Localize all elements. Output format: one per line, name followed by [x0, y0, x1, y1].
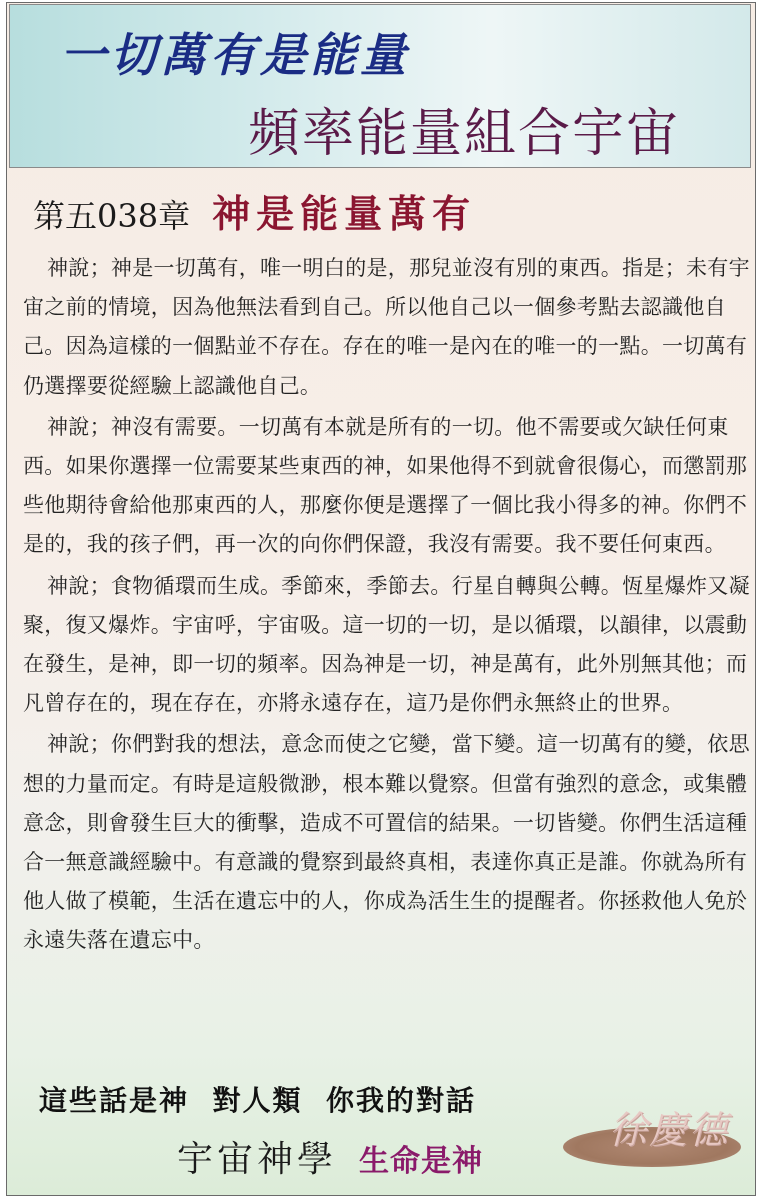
chapter-heading — [33, 183, 476, 235]
author-signature: 徐慶德 — [609, 1108, 730, 1152]
paragraph: 神說；神沒有需要。一切萬有本就是所有的一切。他不需要或欠缺任何東西。如果你選擇一位需要某些東西的神，如果他得不到就會很傷心，而懲罰那些他期待會給他那東西的人，那麼你便是選擇了一個比我小得多的神。你們不是的，我的孩子們，再一次的向你們保證，我沒有需要。我不要任何東西。 — [23, 414, 748, 557]
footer-motto: 生命是神 — [359, 1144, 484, 1179]
paragraph: 神說；食物循環而生成。季節來，季節去。行星自轉與公轉。恆星爆炸又凝聚，復又爆炸。宇宙呼，宇宙吸。這一切的一切，是以循環，以韻律，以震動在發生，是神，即一切的頻率。因為神是一切，神是萬有，此外別無其他；而凡曾存在的，現在存在，亦將永遠存在，這乃是你們永無終止的世界。 — [23, 573, 750, 716]
article-body — [23, 249, 753, 963]
chapter-number: 第五038章 — [33, 197, 191, 235]
chapter-title: 神是能量萬有 — [212, 191, 477, 236]
header-title-line1: 一切萬有是能量 — [60, 28, 410, 82]
footer-brand-row — [177, 1131, 483, 1182]
paragraph: 神說；你們對我的想法，意念而使之它變，當下變。這一切萬有的變，依思想的力量而定。有時是這般微渺，根本難以覺察。但當有強烈的意念，或集體意念，則會發生巨大的衝擊，造成不可置信的結果。一切皆變。你們生活這種合一無意識經驗中。有意識的覺察到最終真相，表達你真正是誰。你就為所有他人做了模範，生活在遺忘中的人，你成為活生生的提醒者。你拯救他人免於永遠失落在遺忘中。 — [23, 732, 750, 953]
header-title-line2: 頻率能量組合宇宙 — [248, 104, 681, 164]
header-banner — [9, 4, 751, 168]
footer-tagline: 這些話是神 對人類 你我的對話 — [39, 1084, 476, 1117]
page — [6, 2, 756, 1196]
footer-brand: 宇宙神學 — [177, 1139, 338, 1180]
paragraph: 神說；神是一切萬有，唯一明白的是，那兒並沒有別的東西。指是；未有宇宙之前的情境，因為他無法看到自己。所以他自己以一個參考點去認識他自己。因為這樣的一個點並不存在。存在的唯一是內在的唯一的一點。一切萬有仍選擇要從經驗上認識他自己。 — [23, 256, 750, 398]
